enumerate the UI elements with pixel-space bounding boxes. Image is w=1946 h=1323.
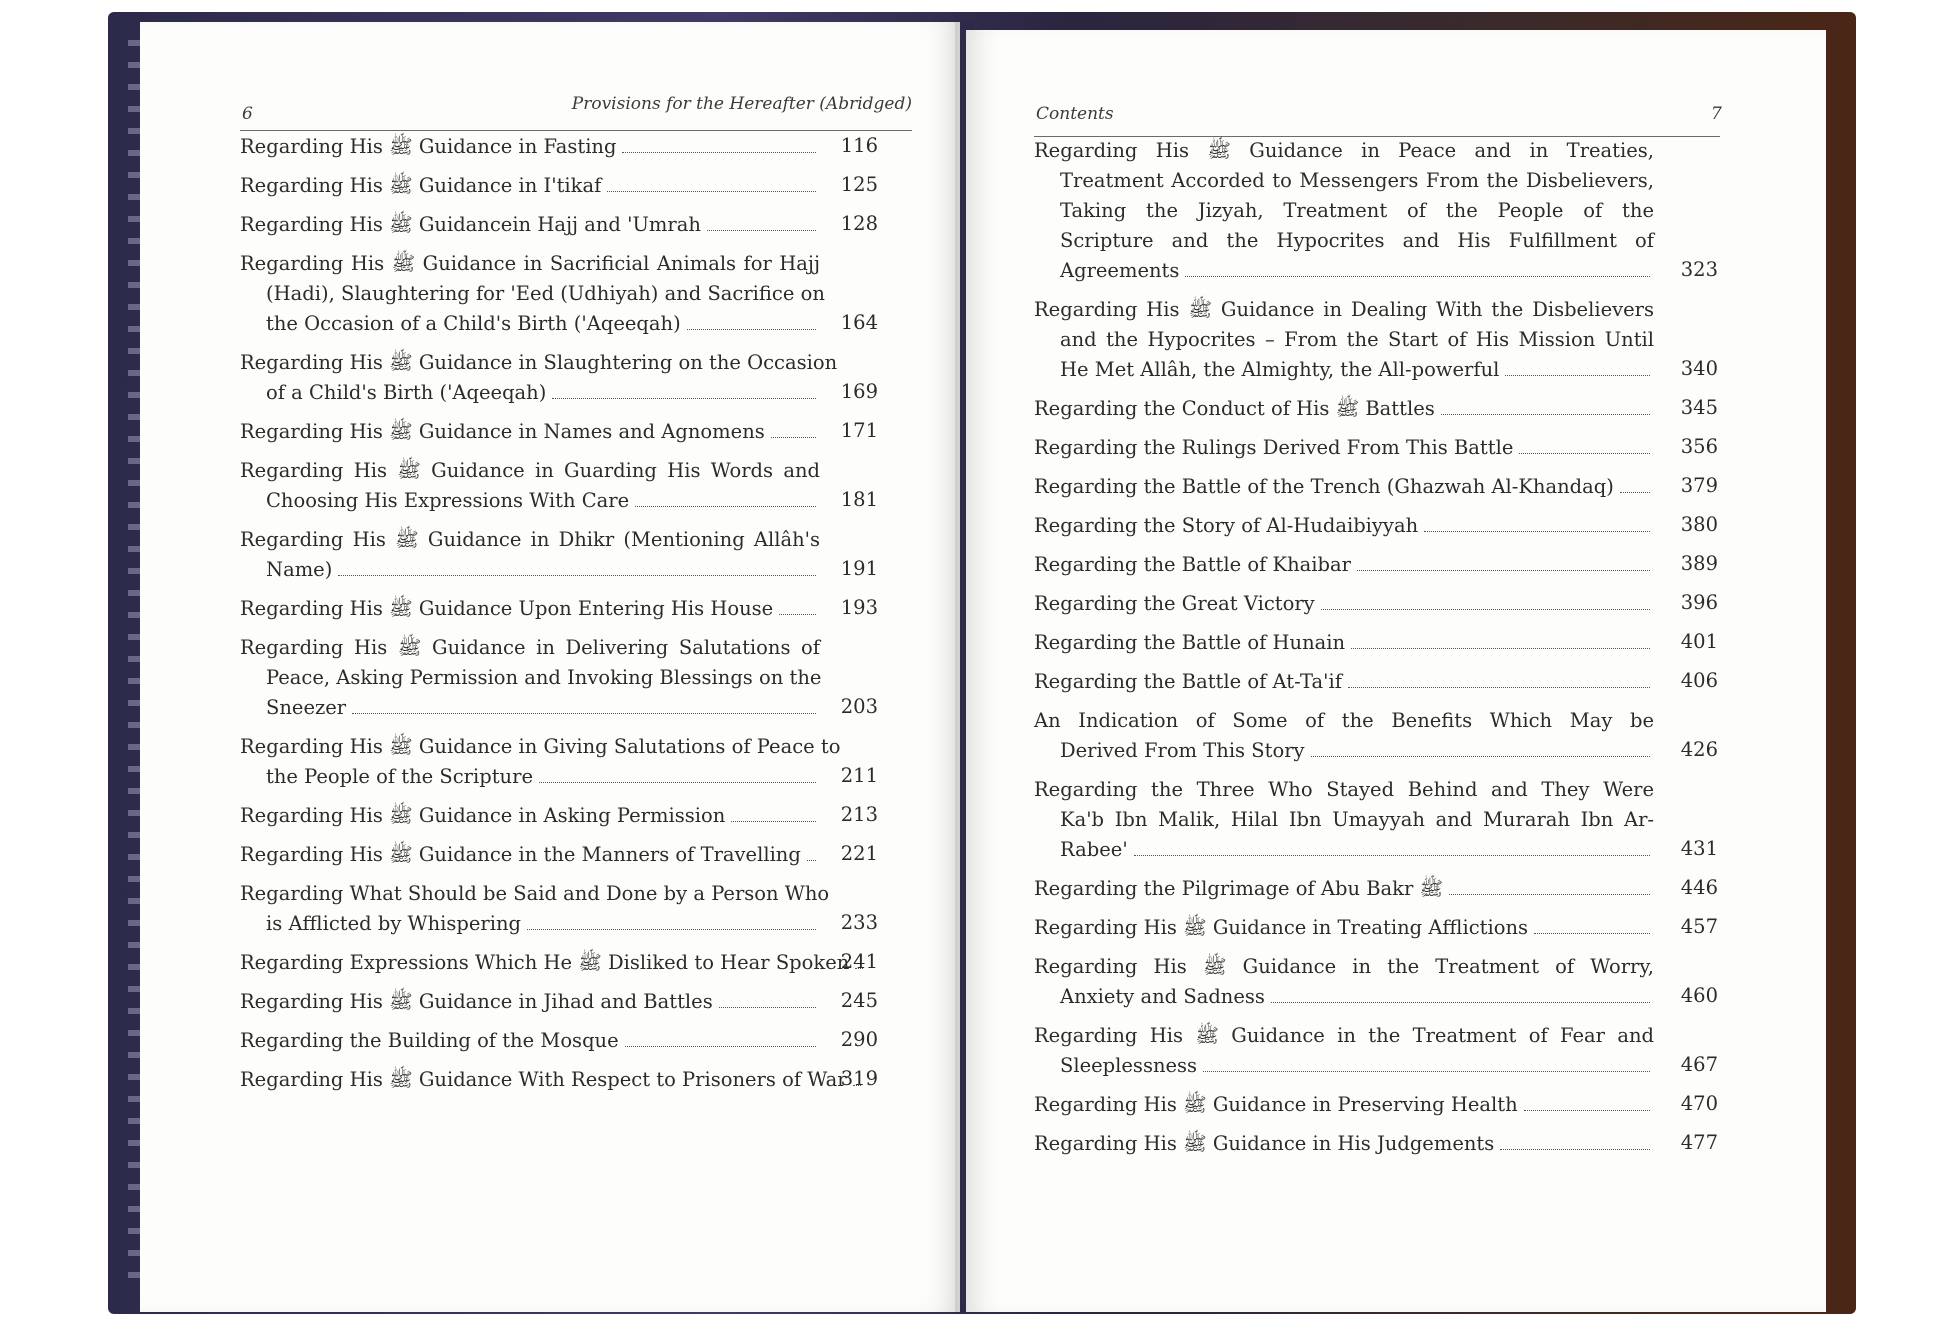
toc-entry-line: Regarding His ﷺ Guidance in Preserving Health — [1034, 1090, 1654, 1120]
dot-leader — [1321, 609, 1650, 610]
toc-entry-line: Peace, Asking Permission and Invoking Blessings on the — [266, 666, 822, 689]
toc-page-number: 340 — [1680, 357, 1718, 380]
toc-entry-line: Regarding His ﷺ Guidance in the Manners of Travelling — [240, 840, 820, 870]
toc-page-number: 191 — [840, 557, 878, 580]
toc-page-number: 193 — [840, 596, 878, 619]
dot-leader — [552, 398, 816, 399]
toc-page-number: 396 — [1680, 591, 1718, 614]
toc-entry[interactable] — [240, 594, 820, 624]
toc-entry-line: the People of the Scripture — [240, 762, 820, 792]
dot-leader — [527, 929, 816, 930]
dot-leader — [1271, 1002, 1650, 1003]
dot-leader — [1449, 894, 1650, 895]
toc-page-number: 128 — [840, 212, 878, 235]
toc-entry-line: Regarding the Battle of the Trench (Ghazwah Al-Khandaq) — [1034, 472, 1654, 502]
toc-entry-line: Regarding His ﷺ Guidance in Treating Afflictions — [1034, 913, 1654, 943]
toc-page-number: 467 — [1680, 1053, 1718, 1076]
toc-entry-line: the Occasion of a Child's Birth ('Aqeeqah) — [240, 309, 820, 339]
dot-leader — [1185, 276, 1650, 277]
toc-entry[interactable] — [1034, 913, 1654, 943]
toc-page-number: 221 — [840, 842, 878, 865]
dot-leader — [719, 1007, 816, 1008]
toc-entry-line: Regarding His ﷺ Guidance in the Treatment of Worry, — [1034, 955, 1654, 978]
toc-entry[interactable] — [1034, 589, 1654, 619]
dot-leader — [1620, 492, 1650, 493]
toc-entry[interactable] — [1034, 550, 1654, 580]
left-page — [140, 22, 960, 1312]
toc-page-number: 116 — [840, 134, 878, 157]
dot-leader — [1500, 1149, 1650, 1150]
right-page — [966, 30, 1826, 1312]
dot-leader — [1357, 570, 1650, 571]
dot-leader — [1203, 1071, 1650, 1072]
left-page-number: 6 — [242, 104, 253, 124]
toc-entry[interactable] — [240, 132, 820, 162]
toc-entry[interactable] — [240, 1026, 820, 1056]
toc-page-number: 164 — [840, 311, 878, 334]
toc-entry-line: Regarding His ﷺ Guidance in Slaughtering on the Occasion — [240, 351, 838, 374]
toc-entry[interactable] — [1034, 775, 1654, 865]
toc-page-number: 290 — [840, 1028, 878, 1051]
toc-entry[interactable] — [1034, 628, 1654, 658]
dot-leader — [1534, 933, 1650, 934]
toc-page-number: 203 — [840, 695, 878, 718]
toc-entry[interactable] — [1034, 874, 1654, 904]
toc-entry-line: Regarding the Battle of At-Ta'if — [1034, 667, 1654, 697]
toc-entry[interactable] — [1034, 952, 1654, 1012]
toc-entry[interactable] — [240, 456, 820, 516]
toc-page-number: 171 — [840, 419, 878, 442]
right-page-number: 7 — [1711, 104, 1722, 124]
dot-leader — [1134, 855, 1650, 856]
toc-entry-line: Regarding His ﷺ Guidance in Delivering Salutations of — [240, 636, 821, 659]
dot-leader — [607, 191, 816, 192]
toc-entry[interactable] — [1034, 1021, 1654, 1081]
dot-leader — [771, 437, 816, 438]
toc-page-number: 213 — [840, 803, 878, 826]
toc-page-number: 380 — [1680, 513, 1718, 536]
toc-entry-line: Regarding the Battle of Khaibar — [1034, 550, 1654, 580]
toc-entry[interactable] — [240, 987, 820, 1017]
toc-page-number: 323 — [1680, 258, 1718, 281]
toc-page-number: 426 — [1680, 738, 1718, 761]
toc-entry[interactable] — [240, 879, 830, 939]
toc-page-number: 345 — [1680, 396, 1718, 419]
dot-leader — [625, 1046, 816, 1047]
dot-leader — [635, 506, 816, 507]
dot-leader — [338, 575, 816, 576]
toc-entry-line: of a Child's Birth ('Aqeeqah) — [240, 378, 820, 408]
dot-leader — [1424, 531, 1650, 532]
toc-entry-line: Regarding His ﷺ Guidance in Guarding His Words and — [240, 459, 820, 482]
toc-page-number: 477 — [1680, 1131, 1718, 1154]
dot-leader — [539, 782, 816, 783]
dot-leader — [707, 230, 816, 231]
toc-entry-line: Regarding His ﷺ Guidance in Names and Agnomens — [240, 417, 820, 447]
toc-entry-line: Regarding the Story of Al-Hudaibiyyah — [1034, 511, 1654, 541]
toc-entry-line: Regarding His ﷺ Guidance in the Treatment of Fear and — [1034, 1024, 1654, 1047]
toc-entry-line: is Afflicted by Whispering — [240, 909, 820, 939]
toc-page-number: 356 — [1680, 435, 1718, 458]
toc-entry[interactable] — [240, 249, 825, 339]
dot-leader — [1311, 756, 1650, 757]
toc-entry[interactable] — [240, 948, 850, 978]
toc-entry-line: Regarding His ﷺ Guidance in Sacrificial Animals for Hajj — [240, 252, 821, 275]
toc-entry-line: Derived From This Story — [1034, 736, 1654, 766]
toc-entry-line: Sneezer — [240, 693, 820, 723]
dot-leader — [731, 821, 816, 822]
toc-entry[interactable] — [1034, 433, 1654, 463]
toc-page-number: 431 — [1680, 837, 1718, 860]
toc-page-number: 406 — [1680, 669, 1718, 692]
toc-entry-line: Regarding His ﷺ Guidance in Peace and in Treaties, — [1034, 139, 1654, 162]
toc-entry-line: Regarding His ﷺ Guidance With Respect to Prisoners of War — [240, 1065, 820, 1095]
toc-entry-line: Regarding His ﷺ Guidance Upon Entering His House — [240, 594, 820, 624]
toc-entry-line: Regarding His ﷺ Guidance in I'tikaf — [240, 171, 820, 201]
dot-leader — [807, 860, 816, 861]
toc-entry-line: Choosing His Expressions With Care — [240, 486, 820, 516]
toc-entry[interactable] — [1034, 667, 1654, 697]
toc-page-number: 389 — [1680, 552, 1718, 575]
toc-entry-line: Scripture and the Hypocrites and His Fulfillment of — [1060, 229, 1654, 252]
dot-leader — [1441, 414, 1650, 415]
toc-entry-line: Regarding His ﷺ Guidance in Giving Salutations of Peace to — [240, 735, 841, 758]
toc-entry-line: Regarding the Battle of Hunain — [1034, 628, 1654, 658]
dot-leader — [1351, 648, 1650, 649]
toc-entry-line: Regarding His ﷺ Guidancein Hajj and 'Umrah — [240, 210, 820, 240]
toc-entry-line: Taking the Jizyah, Treatment of the People of the — [1060, 199, 1654, 222]
toc-entry[interactable] — [240, 348, 838, 408]
toc-page-number: 233 — [840, 911, 878, 934]
toc-entry[interactable] — [1034, 295, 1654, 385]
toc-page-number: 446 — [1680, 876, 1718, 899]
dot-leader — [779, 614, 816, 615]
toc-entry[interactable] — [1034, 511, 1654, 541]
toc-page-number: 470 — [1680, 1092, 1718, 1115]
dot-leader — [1519, 453, 1650, 454]
left-header-rule — [240, 130, 912, 131]
toc-page-number: 319 — [840, 1067, 878, 1090]
toc-entry-line: Name) — [240, 555, 820, 585]
toc-entry[interactable] — [240, 801, 820, 831]
toc-entry-line: Rabee' — [1034, 835, 1654, 865]
toc-entry[interactable] — [240, 171, 820, 201]
toc-page-number: 169 — [840, 380, 878, 403]
toc-entry[interactable] — [1034, 706, 1654, 766]
toc-page-number: 379 — [1680, 474, 1718, 497]
toc-entry-line: Regarding the Great Victory — [1034, 589, 1654, 619]
toc-entry-line: Sleeplessness — [1034, 1051, 1654, 1081]
left-running-title: Provisions for the Hereafter (Abridged) — [571, 94, 912, 114]
toc-entry[interactable] — [240, 840, 820, 870]
dot-leader — [1348, 687, 1650, 688]
toc-entry-line: Ka'b Ibn Malik, Hilal Ibn Umayyah and Murarah Ibn Ar- — [1060, 808, 1654, 831]
toc-page-number: 211 — [840, 764, 878, 787]
toc-entry-line: Regarding His ﷺ Guidance in Fasting — [240, 132, 820, 162]
toc-entry-line: Regarding the Pilgrimage of Abu Bakr ﷺ — [1034, 874, 1654, 904]
toc-entry[interactable] — [1034, 1129, 1654, 1159]
dot-leader — [622, 152, 816, 153]
toc-entry-line: Regarding His ﷺ Guidance in His Judgements — [1034, 1129, 1654, 1159]
toc-entry-line: Treatment Accorded to Messengers From the Disbelievers, — [1060, 169, 1654, 192]
toc-entry[interactable] — [240, 525, 820, 585]
toc-entry-line: Anxiety and Sadness — [1034, 982, 1654, 1012]
toc-entry[interactable] — [240, 1065, 847, 1095]
toc-entry-line: Regarding the Building of the Mosque — [240, 1026, 820, 1056]
toc-entry-line: Regarding What Should be Said and Done by a Person Who — [240, 882, 830, 905]
binding-stitch — [128, 40, 140, 1280]
toc-entry[interactable] — [1034, 472, 1654, 502]
toc-page-number: 125 — [840, 173, 878, 196]
right-running-title: Contents — [1036, 104, 1114, 124]
toc-entry-line: Regarding His ﷺ Guidance in Dealing With the Disbelievers — [1034, 298, 1654, 321]
toc-entry-line: He Met Allâh, the Almighty, the All-powerful — [1034, 355, 1654, 385]
toc-entry[interactable] — [240, 732, 841, 792]
toc-entry[interactable] — [1034, 1090, 1654, 1120]
toc-page-number: 460 — [1680, 984, 1718, 1007]
toc-page-number: 181 — [840, 488, 878, 511]
toc-entry-line: Regarding the Conduct of His ﷺ Battles — [1034, 394, 1654, 424]
toc-entry-line: Regarding His ﷺ Guidance in Dhikr (Mentioning Allâh's — [240, 528, 820, 551]
toc-entry[interactable] — [1034, 136, 1654, 286]
toc-entry-line: Regarding the Three Who Stayed Behind and They Were — [1034, 778, 1654, 801]
dot-leader — [352, 713, 816, 714]
dot-leader — [1524, 1110, 1650, 1111]
toc-entry[interactable] — [1034, 394, 1654, 424]
toc-entry-line: (Hadi), Slaughtering for 'Eed (Udhiyah) and Sacrifice on — [266, 282, 825, 305]
toc-entry-line: and the Hypocrites – From the Start of His Mission Until — [1060, 328, 1654, 351]
toc-entry-line: An Indication of Some of the Benefits Which May be — [1034, 709, 1654, 732]
toc-page-number: 457 — [1680, 915, 1718, 938]
toc-page-number: 401 — [1680, 630, 1718, 653]
dot-leader — [687, 329, 816, 330]
toc-page-number: 245 — [840, 989, 878, 1012]
toc-entry[interactable] — [240, 417, 820, 447]
toc-entry-line: Agreements — [1034, 256, 1654, 286]
toc-entry-line: Regarding Expressions Which He ﷺ Disliked to Hear Spoken — [240, 948, 820, 978]
toc-entry[interactable] — [240, 633, 820, 723]
toc-entry-line: Regarding His ﷺ Guidance in Jihad and Battles — [240, 987, 820, 1017]
toc-entry[interactable] — [240, 210, 820, 240]
toc-entry-line: Regarding the Rulings Derived From This Battle — [1034, 433, 1654, 463]
toc-page-number: 241 — [840, 950, 878, 973]
toc-entry-line: Regarding His ﷺ Guidance in Asking Permission — [240, 801, 820, 831]
dot-leader — [1505, 375, 1650, 376]
